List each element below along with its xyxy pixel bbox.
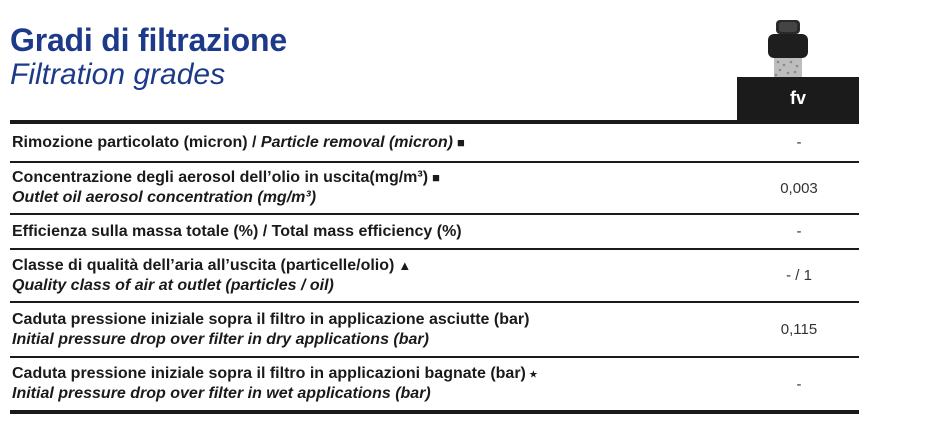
row-label xyxy=(10,358,739,410)
table-row xyxy=(10,124,859,163)
row-label xyxy=(10,163,739,213)
row-label-it: Classe di qualità dell’aria all’uscita (particelle/olio) xyxy=(12,256,395,274)
row-value: - xyxy=(796,223,802,240)
row-label-en: Initial pressure drop over filter in wet applications (bar) xyxy=(12,385,431,402)
table-row xyxy=(10,358,859,414)
row-label xyxy=(10,303,739,356)
row-value: - xyxy=(796,375,802,393)
table-row xyxy=(10,250,859,303)
row-value: 0,115 xyxy=(780,321,818,338)
row-label-en: Particle removal (micron) xyxy=(260,133,453,151)
row-label-en: Outlet oil aerosol concentration (mg/m³) xyxy=(12,189,317,206)
table-row xyxy=(10,163,859,215)
row-value: - / 1 xyxy=(786,267,812,284)
table-row xyxy=(10,215,859,250)
row-label-en: Initial pressure drop over filter in dry applications (bar) xyxy=(12,330,429,348)
column-header-fv: fv xyxy=(737,77,859,120)
filtration-table xyxy=(10,120,859,414)
square-symbol-icon: ■ xyxy=(456,134,465,150)
row-label xyxy=(10,215,739,248)
triangle-symbol-icon: ▲ xyxy=(398,257,412,273)
row-value: 0,003 xyxy=(780,179,818,197)
square-symbol-icon: ■ xyxy=(432,170,440,185)
page-title: Gradi di filtrazione xyxy=(10,22,287,58)
page-subtitle: Filtration grades xyxy=(10,58,226,91)
row-label xyxy=(10,124,739,161)
row-label-it: Caduta pressione iniziale sopra il filtro in applicazione asciutte (bar) xyxy=(12,310,530,328)
row-label xyxy=(10,250,739,301)
row-label-it: Caduta pressione iniziale sopra il filtro in applicazioni bagnate (bar) xyxy=(12,365,526,382)
table-row xyxy=(10,303,859,358)
row-label-it: Concentrazione degli aerosol dell’olio in uscita(mg/m³) xyxy=(12,169,429,186)
row-label-it: Rimozione particolato (micron) / xyxy=(12,133,261,151)
title-block xyxy=(10,22,287,92)
row-value: - xyxy=(796,134,802,151)
row-label-it: Efficienza sulla massa totale (%) / Total mass efficiency (%) xyxy=(12,222,462,240)
row-label-en: Quality class of air at outlet (particles / oil) xyxy=(12,276,334,294)
star-symbol-icon: ⭑ xyxy=(529,366,537,381)
filter-icon xyxy=(760,18,816,78)
